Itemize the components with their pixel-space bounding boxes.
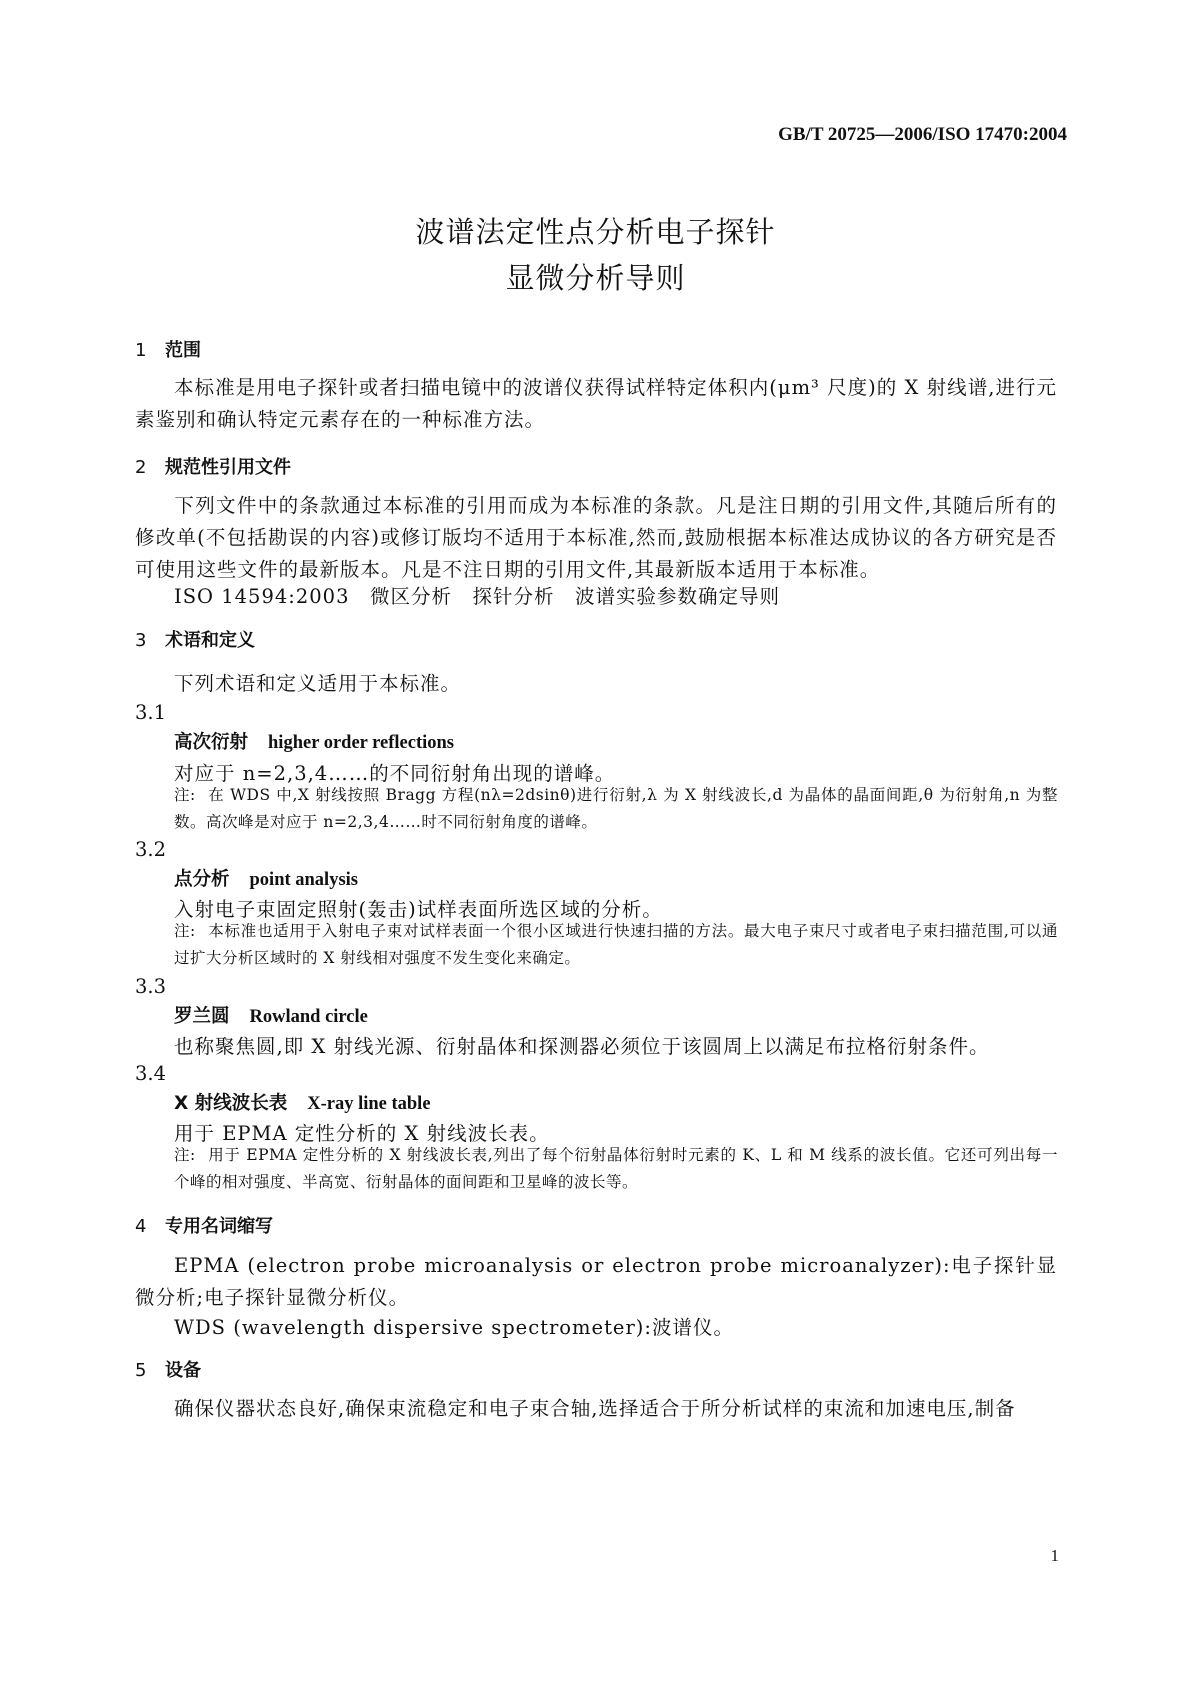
term-number: 3.3 <box>135 975 167 998</box>
section-number: 2 <box>135 457 147 478</box>
section-title: 术语和定义 <box>165 630 255 651</box>
section-title: 范围 <box>165 340 201 361</box>
section-3-heading <box>135 626 255 652</box>
term-en: Rowland circle <box>249 1007 368 1027</box>
term-number: 3.1 <box>135 701 167 724</box>
note-text: 用于 EPMA 定性分析的 X 射线波长表,列出了每个衍射晶体衍射时元素的 K、L 和 M 线系的波长值。它还可列出每一个峰的相对强度、半高宽、衍射晶体的面间距和卫星峰的波长等。 <box>174 1146 1058 1191</box>
term-en: higher order reflections <box>268 733 455 753</box>
term-zh: 高次衍射 <box>174 732 249 753</box>
normative-reference: ISO 14594:2003 微区分析 探针分析 波谱实验参数确定导则 <box>174 585 780 608</box>
section-number: 3 <box>135 630 147 651</box>
note-label: 注: <box>174 922 196 940</box>
term-zh: 罗兰圆 <box>174 1006 230 1027</box>
section-number: 4 <box>135 1216 147 1237</box>
abbreviation-wds: WDS (wavelength dispersive spectrometer):波谱仪。 <box>174 1316 734 1339</box>
document-title-line-2: 显微分析导则 <box>505 261 686 295</box>
term-definition: 入射电子束固定照射(轰击)试样表面所选区域的分析。 <box>174 898 663 921</box>
term-number: 3.4 <box>135 1062 167 1085</box>
term-heading <box>174 728 454 754</box>
section-number: 1 <box>135 340 147 361</box>
term-zh: 点分析 <box>174 869 230 890</box>
section-2-paragraph: 下列文件中的条款通过本标准的引用而成为本标准的条款。凡是注日期的引用文件,其随后所有的修改单(不包括勘误的内容)或修订版均不适用于本标准,然而,鼓励根据本标准达成协议的各方研究是否可使用这些文件的最新版本。凡是不注日期的引用文件,其最新版本适用于本标准。 <box>135 494 1057 581</box>
section-number: 5 <box>135 1360 147 1381</box>
term-definition: 也称聚焦圆,即 X 射线光源、衍射晶体和探测器必须位于该圆周上以满足布拉格衍射条件。 <box>174 1035 990 1058</box>
note-label: 注: <box>174 786 196 804</box>
section-2-heading <box>135 453 291 479</box>
section-1-paragraph: 本标准是用电子探针或者扫描电镜中的波谱仪获得试样特定体积内(μm³ 尺度)的 X 射线谱,进行元素鉴别和确认特定元素存在的一种标准方法。 <box>135 376 1057 431</box>
note-label: 注: <box>174 1146 196 1164</box>
abbreviation-epma: EPMA (electron probe microanalysis or electron probe microanalyzer):电子探针显微分析;电子探针显微分析仪。 <box>135 1254 1057 1309</box>
section-5-paragraph: 确保仪器状态良好,确保束流稳定和电子束合轴,选择适合于所分析试样的束流和加速电压,制备 <box>174 1397 1016 1420</box>
section-4-heading <box>135 1212 273 1238</box>
term-definition: 对应于 n=2,3,4……的不同衍射角出现的谱峰。 <box>174 762 616 785</box>
term-en: point analysis <box>249 870 358 890</box>
section-title: 设备 <box>165 1360 201 1381</box>
standard-number: GB/T 20725—2006/ISO 17470:2004 <box>778 124 1067 145</box>
section-title: 专用名词缩写 <box>165 1216 273 1237</box>
term-note <box>174 918 1058 972</box>
section-5-heading <box>135 1356 201 1382</box>
note-text: 本标准也适用于入射电子束对试样表面一个很小区域进行快速扫描的方法。最大电子束尺寸或者电子束扫描范围,可以通过扩大分析区域时的 X 射线相对强度不发生变化来确定。 <box>174 922 1058 967</box>
term-note <box>174 1142 1058 1196</box>
section-title: 规范性引用文件 <box>165 457 291 478</box>
document-title-line-1: 波谱法定性点分析电子探针 <box>415 215 776 249</box>
section-3-intro: 下列术语和定义适用于本标准。 <box>174 672 462 695</box>
term-zh: X 射线波长表 <box>174 1093 288 1114</box>
term-heading <box>174 1089 431 1115</box>
term-number: 3.2 <box>135 838 167 861</box>
term-note <box>174 782 1058 836</box>
term-en: X-ray line table <box>307 1094 431 1114</box>
note-text: 在 WDS 中,X 射线按照 Bragg 方程(nλ=2dsinθ)进行衍射,λ 为 X 射线波长,d 为晶体的晶面间距,θ 为衍射角,n 为整数。高次峰是对应于 n=2,3,4……时不同衍射角度的谱峰。 <box>174 786 1058 831</box>
term-heading <box>174 1002 368 1028</box>
term-heading <box>174 865 358 891</box>
term-definition: 用于 EPMA 定性分析的 X 射线波长表。 <box>174 1122 550 1145</box>
page-number: 1 <box>1050 1546 1059 1565</box>
section-1-heading <box>135 336 201 362</box>
